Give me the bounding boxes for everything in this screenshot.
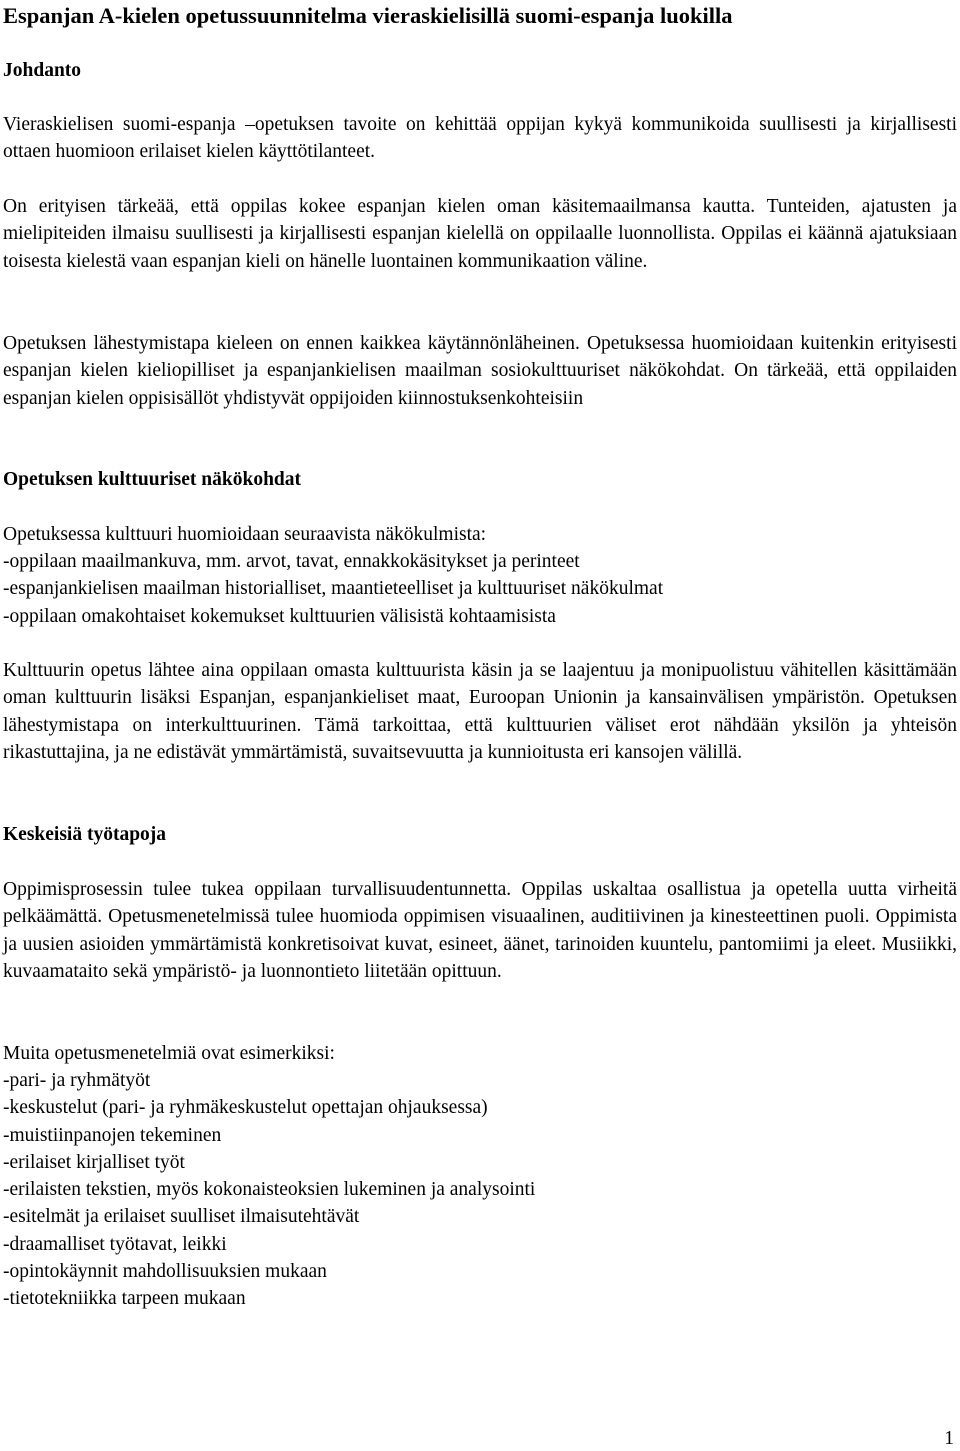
culture-list: [3, 548, 957, 630]
culture-intro: Opetuksessa kulttuuri huomioidaan seuraavista näkökulmista:: [3, 524, 487, 545]
methods-intro: Muita opetusmenetelmiä ovat esimerkiksi:: [3, 1043, 335, 1064]
section-heading-johdanto: Johdanto: [3, 60, 82, 81]
paragraph-intro: Vieraskielisen suomi-espanja –opetuksen tavoite on kehittää oppijan kykyä kommunikoida suullisesti ja kirjallisesti ottaen huomioon erilaiset kielen käyttötilanteet.: [3, 114, 957, 163]
list-item: -oppilaan omakohtaiset kokemukset kulttuurien välisistä kohtaamisista: [3, 605, 556, 627]
paragraph-methods: Oppimisprosessin tulee tukea oppilaan turvallisuudentunnetta. Oppilas uskaltaa osallistua ja opetella uutta virheitä pelkäämättä. Opetusmenetelmissä tulee huomioda oppimisen visuaalinen, auditiivinen ja kinesteettinen puoli. Oppimista ja uusien asioiden ymmärtämistä konkretisoivat kuvat, esineet, äänet, tarinoiden kuuntelu, pantomiimi ja eleet. Musiikki, kuvaamataito sekä ympäristö- ja luonnontieto liitetään opittuun.: [3, 879, 957, 982]
section-heading-methods: Keskeisiä työtapoja: [3, 824, 167, 845]
methods-list: [3, 1067, 957, 1313]
section-heading-culture: Opetuksen kulttuuriset näkökohdat: [3, 469, 302, 490]
paragraph-culture: Kulttuurin opetus lähtee aina oppilaan omasta kulttuurista käsin ja se laajentuu ja monipuolistuu vähitellen käsittämään oman kulttuurin lisäksi Espanjan, espanjankieliset maat, Euroopan Unionin ja kansainvälisen ympäristön. Opetuksen lähestymistapa on interkulttuurinen. Tämä tarkoittaa, että kulttuurien väliset erot nähdään yksilön ja yhteisön rikastuttajina, ja ne edistävät ymmärtämistä, suvaitsevuutta ja kunnioitusta eri kansojen välillä.: [3, 660, 957, 763]
paragraph-experience: On erityisen tärkeää, että oppilas kokee espanjan kielen oman käsitemaailmansa kautta. Tunteiden, ajatusten ja mielipiteiden ilmaisu suullisesti ja kirjallisesti espanjan kielellä on oppilaalle luonnollista. Oppilas ei käännä ajatuksiaan toisesta kielestä vaan espanjan kieli on hänelle luontainen kommunikaation väline.: [3, 196, 957, 272]
document-title: Espanjan A-kielen opetussuunnitelma vieraskielisillä suomi-espanja luokilla: [3, 3, 733, 28]
list-item: -erilaisten tekstien, myös kokonaisteoksien lukeminen ja analysointi: [3, 1179, 536, 1201]
page-number: 1: [944, 1428, 954, 1449]
list-item: -pari- ja ryhmätyöt: [3, 1070, 151, 1091]
list-item: -erilaiset kirjalliset työt: [3, 1151, 185, 1173]
list-item: -muistiinpanojen tekeminen: [3, 1124, 222, 1146]
list-item: -keskustelut (pari- ja ryhmäkeskustelut opettajan ohjauksessa): [3, 1097, 488, 1119]
list-item: -oppilaan maailmankuva, mm. arvot, tavat, ennakkokäsitykset ja perinteet: [3, 551, 580, 572]
list-item: -opintokäynnit mahdollisuuksien mukaan: [3, 1261, 327, 1283]
paragraph-approach: Opetuksen lähestymistapa kieleen on ennen kaikkea käytännönläheinen. Opetuksessa huomioidaan kuitenkin erityisesti espanjan kielen kieliopilliset ja espanjankielisen maailman sosiokulttuuriset näkökohdat. On tärkeää, että oppilaiden espanjan kielen oppisisällöt yhdistyvät oppijoiden kiinnostuksenkohteisiin: [3, 333, 957, 409]
list-item: -esitelmät ja erilaiset suulliset ilmaisutehtävät: [3, 1206, 360, 1228]
list-item: -draamalliset työtavat, leikki: [3, 1233, 227, 1255]
list-item: -espanjankielisen maailman historialliset, maantieteelliset ja kulttuuriset näkökulmat: [3, 578, 664, 600]
list-item: -tietotekniikka tarpeen mukaan: [3, 1288, 246, 1310]
